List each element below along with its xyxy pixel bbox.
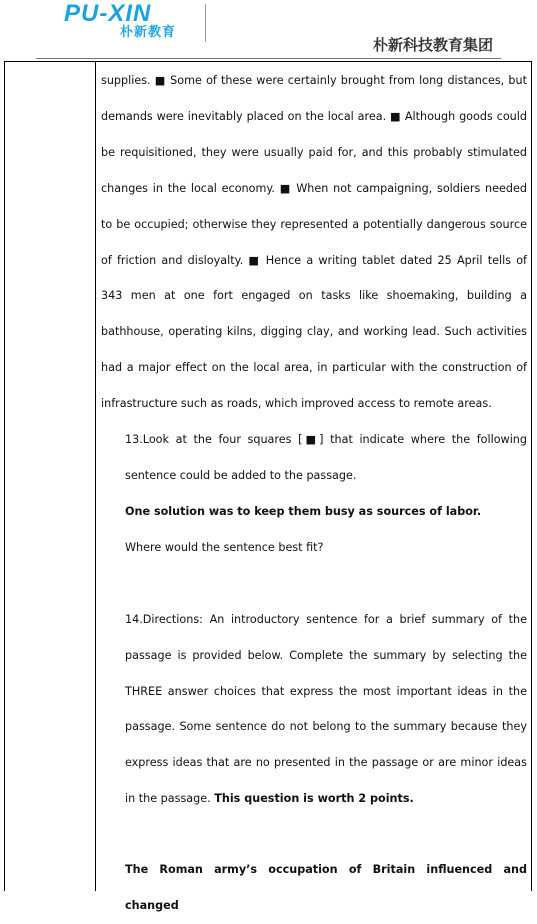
spacer	[101, 817, 527, 852]
table-column-divider	[95, 61, 96, 891]
logo-chinese-name: 朴新教育	[120, 25, 177, 40]
spacer	[101, 566, 527, 602]
q14-points-note: This question is worth 2 points.	[214, 792, 414, 806]
question-content	[101, 63, 527, 924]
page-header	[0, 0, 537, 62]
q14-directions	[101, 602, 527, 817]
logo-wordmark: PU-XIN	[64, 0, 152, 27]
passage-text: supplies. ■ Some of these were certainly brought from long distances, but demands were inevitably placed on the local area. ■ Although goods could be requisitioned, they were usually paid for, and this probably stimulated changes in the local economy. ■ When not campaigning, soldiers needed to be occupied; otherwise they represented a potentially dangerous source of friction and disloyalty. ■ Hence a writing tablet dated 25 April tells of 343 men at one fort engaged on tasks like shoemaking, building a bathhouse, operating kilns, digging clay, and working lead. Such activities had a major effect on the local area, in particular with the construction of infrastructure such as roads, which improved access to remote areas.	[101, 74, 527, 411]
organization-name: 朴新科技教育集团	[372, 36, 493, 54]
header-rule	[36, 58, 501, 59]
q13-prompt: 13.Look at the four squares [■] that indicate where the following sentence could be added to the passage.	[125, 433, 527, 482]
q13-question: Where would the sentence best fit?	[125, 540, 324, 554]
q14-intro-sentence: The Roman army’s occupation of Britain influenced and changed	[125, 863, 527, 913]
q14-directions-text: 14.Directions: An introductory sentence for a brief summary of the passage is provided below. Complete the summary by selecting the THREE answer choices that express the most important ideas in the passage. Some sentence do not belong to the summary because they express ideas that are no presented in the passage or are minor ideas in the passage.	[125, 612, 527, 806]
puxin-logo	[64, 2, 214, 46]
logo-divider	[205, 4, 206, 42]
q13-insert-sentence: One solution was to keep them busy as sources of labor.	[125, 504, 482, 518]
